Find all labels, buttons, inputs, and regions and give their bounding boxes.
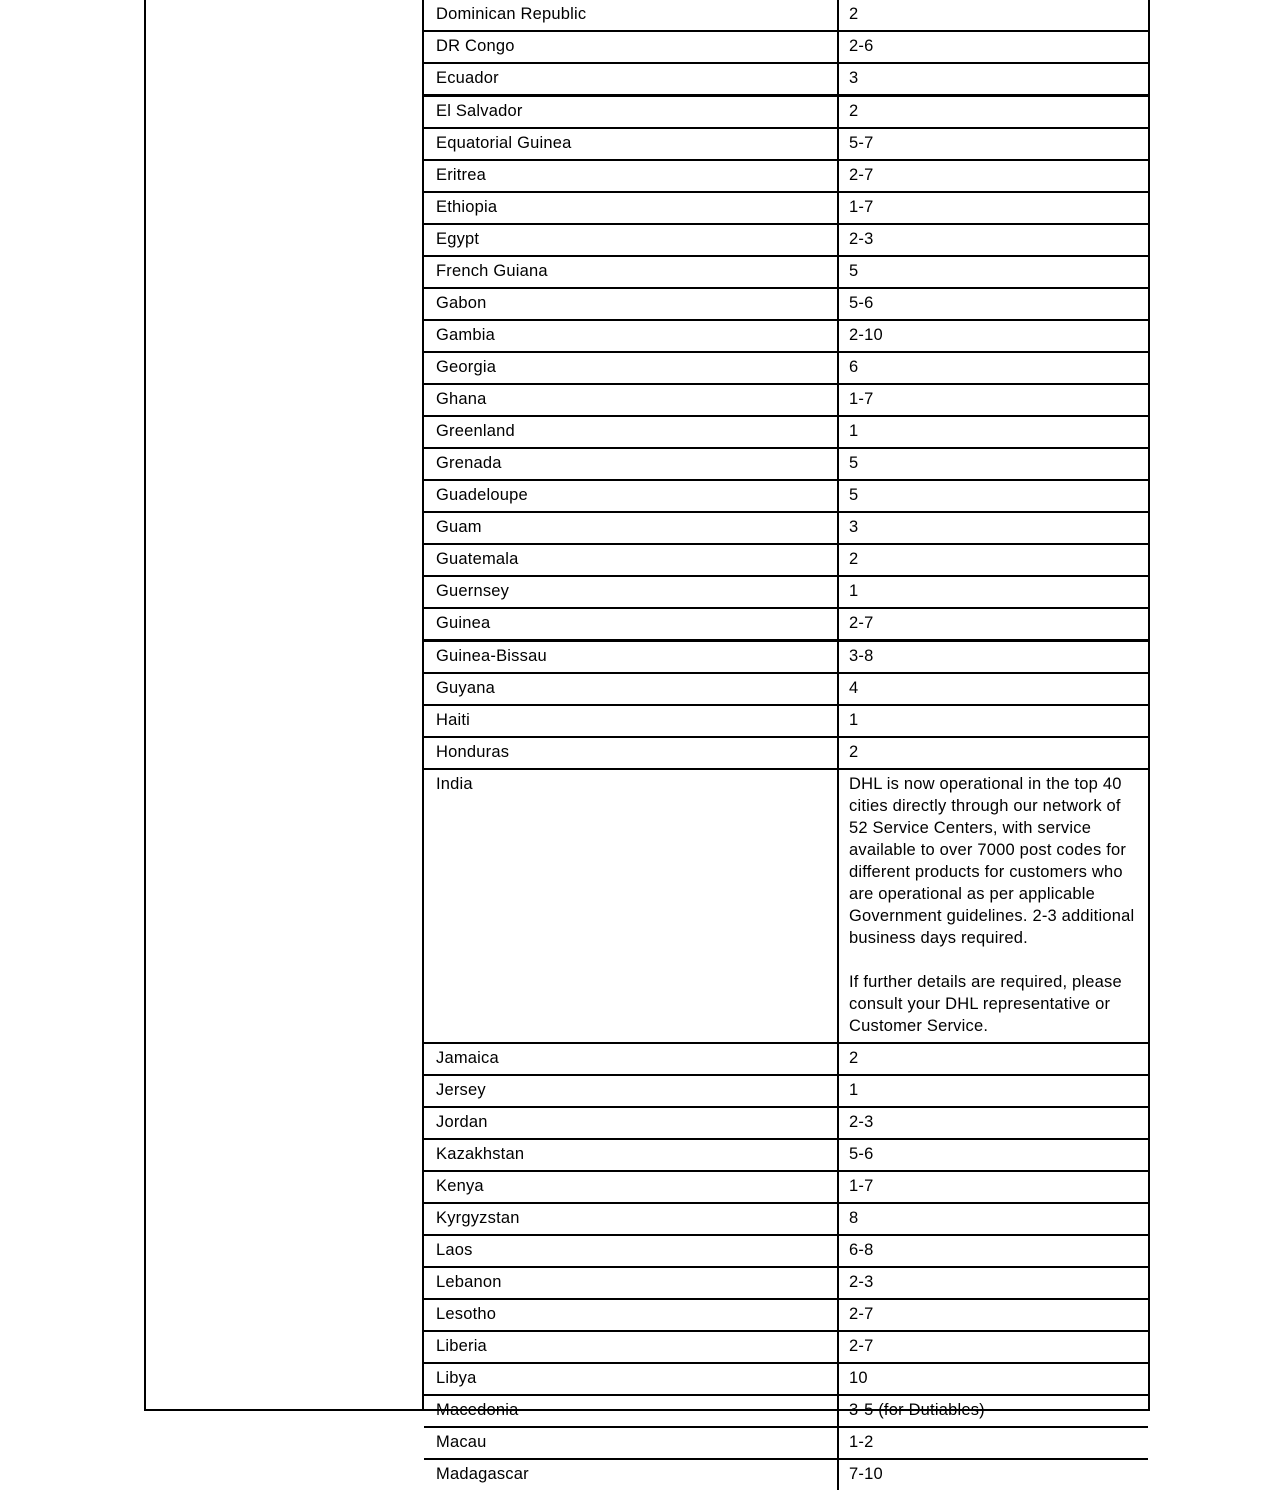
country-cell: Georgia — [424, 352, 838, 384]
days-cell: 2 — [838, 544, 1148, 576]
table-row — [424, 608, 1148, 641]
days-cell: 2 — [838, 96, 1148, 129]
country-cell: Macau — [424, 1427, 838, 1459]
table-row — [424, 1139, 1148, 1171]
country-cell: Lesotho — [424, 1299, 838, 1331]
days-cell: 8 — [838, 1203, 1148, 1235]
table-row — [424, 1203, 1148, 1235]
country-cell: Kyrgyzstan — [424, 1203, 838, 1235]
days-cell: 2-10 — [838, 320, 1148, 352]
days-cell: 3 — [838, 512, 1148, 544]
table-row — [424, 1395, 1148, 1427]
table-row — [424, 128, 1148, 160]
country-cell: Liberia — [424, 1331, 838, 1363]
table-row — [424, 1075, 1148, 1107]
table-row — [424, 96, 1148, 129]
table-row — [424, 512, 1148, 544]
table-row — [424, 160, 1148, 192]
country-cell: Libya — [424, 1363, 838, 1395]
country-cell: Jordan — [424, 1107, 838, 1139]
table-row — [424, 1363, 1148, 1395]
table-row — [424, 448, 1148, 480]
days-cell: 1-7 — [838, 192, 1148, 224]
days-cell: 3-8 — [838, 641, 1148, 674]
days-cell: 1 — [838, 416, 1148, 448]
table-row — [424, 480, 1148, 512]
table-row — [424, 769, 1148, 1043]
days-cell: 1 — [838, 705, 1148, 737]
table-row — [424, 416, 1148, 448]
table-row — [424, 1235, 1148, 1267]
days-cell: 2-7 — [838, 1299, 1148, 1331]
delivery-times-table — [424, 0, 1148, 1490]
days-cell: 5 — [838, 448, 1148, 480]
days-cell: 2-7 — [838, 1331, 1148, 1363]
table-row — [424, 288, 1148, 320]
country-cell: Jersey — [424, 1075, 838, 1107]
table-row — [424, 0, 1148, 31]
table-row — [424, 641, 1148, 674]
country-cell: Lebanon — [424, 1267, 838, 1299]
country-cell: India — [424, 769, 838, 1043]
country-cell: Gabon — [424, 288, 838, 320]
country-cell: French Guiana — [424, 256, 838, 288]
days-cell: 1 — [838, 1075, 1148, 1107]
country-cell: Macedonia — [424, 1395, 838, 1427]
country-cell: Haiti — [424, 705, 838, 737]
days-cell: 3 — [838, 63, 1148, 96]
days-cell: 6 — [838, 352, 1148, 384]
country-cell: El Salvador — [424, 96, 838, 129]
days-cell: 7-10 — [838, 1459, 1148, 1490]
table-row — [424, 192, 1148, 224]
table-row — [424, 576, 1148, 608]
country-cell: Kenya — [424, 1171, 838, 1203]
country-cell: Guyana — [424, 673, 838, 705]
country-cell: Egypt — [424, 224, 838, 256]
days-cell: 2 — [838, 737, 1148, 769]
country-cell: Guernsey — [424, 576, 838, 608]
table-row — [424, 384, 1148, 416]
table-row — [424, 1171, 1148, 1203]
country-cell: Dominican Republic — [424, 0, 838, 31]
days-cell: 1 — [838, 576, 1148, 608]
days-cell: 2-7 — [838, 608, 1148, 641]
country-cell: Guadeloupe — [424, 480, 838, 512]
days-cell: 6-8 — [838, 1235, 1148, 1267]
country-cell: Madagascar — [424, 1459, 838, 1490]
days-cell: 2-7 — [838, 160, 1148, 192]
country-cell: Gambia — [424, 320, 838, 352]
table-row — [424, 705, 1148, 737]
table-row — [424, 1107, 1148, 1139]
days-cell: 2-3 — [838, 1107, 1148, 1139]
table-row — [424, 224, 1148, 256]
country-cell: Guinea — [424, 608, 838, 641]
country-cell: Guatemala — [424, 544, 838, 576]
table-row — [424, 673, 1148, 705]
table-row — [424, 352, 1148, 384]
country-cell: DR Congo — [424, 31, 838, 63]
days-cell: 2-6 — [838, 31, 1148, 63]
days-cell: 1-2 — [838, 1427, 1148, 1459]
table-row — [424, 737, 1148, 769]
country-cell: Guinea-Bissau — [424, 641, 838, 674]
days-cell: 2 — [838, 1043, 1148, 1075]
days-cell: 5 — [838, 480, 1148, 512]
country-cell: Guam — [424, 512, 838, 544]
days-cell: 5 — [838, 256, 1148, 288]
days-cell: 4 — [838, 673, 1148, 705]
country-cell: Ghana — [424, 384, 838, 416]
table-row — [424, 1459, 1148, 1490]
days-cell: 5-6 — [838, 288, 1148, 320]
table-row — [424, 256, 1148, 288]
table-row — [424, 63, 1148, 96]
days-cell: 2-3 — [838, 224, 1148, 256]
days-cell: 5-6 — [838, 1139, 1148, 1171]
left-empty-column — [146, 0, 424, 1411]
country-cell: Greenland — [424, 416, 838, 448]
days-cell: 2-3 — [838, 1267, 1148, 1299]
days-cell: 3-5 (for Dutiables) — [838, 1395, 1148, 1427]
table-row — [424, 1299, 1148, 1331]
days-cell: 2 — [838, 0, 1148, 31]
table-row — [424, 1043, 1148, 1075]
table-row — [424, 1331, 1148, 1363]
country-cell: Eritrea — [424, 160, 838, 192]
country-cell: Jamaica — [424, 1043, 838, 1075]
country-cell: Honduras — [424, 737, 838, 769]
table-row — [424, 1427, 1148, 1459]
days-cell: 1-7 — [838, 384, 1148, 416]
days-cell: 5-7 — [838, 128, 1148, 160]
country-cell: Equatorial Guinea — [424, 128, 838, 160]
days-cell-india-note: DHL is now operational in the top 40 cities directly through our network of 52 Service Centers, with service available to over 7000 post codes for different products for customers who are operational as per applicable Government guidelines. 2-3 additional business days required. If further details are required, please consult your DHL representative or Customer Service. — [838, 769, 1148, 1043]
days-cell: 1-7 — [838, 1171, 1148, 1203]
country-cell: Laos — [424, 1235, 838, 1267]
days-cell: 10 — [838, 1363, 1148, 1395]
country-cell: Ethiopia — [424, 192, 838, 224]
table-row — [424, 544, 1148, 576]
table-row — [424, 1267, 1148, 1299]
country-cell: Kazakhstan — [424, 1139, 838, 1171]
country-cell: Grenada — [424, 448, 838, 480]
country-cell: Ecuador — [424, 63, 838, 96]
table-row — [424, 320, 1148, 352]
table-row — [424, 31, 1148, 63]
